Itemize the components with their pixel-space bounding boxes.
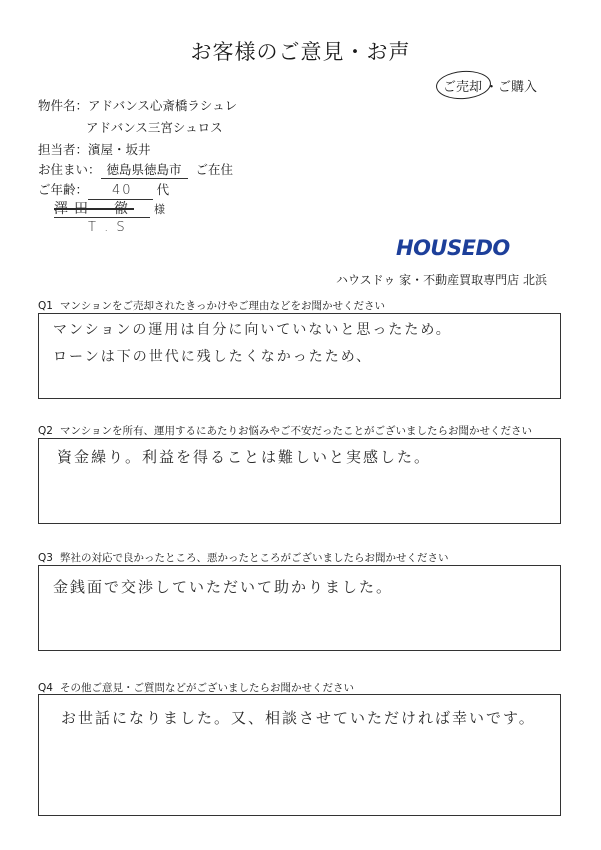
transaction-type <box>440 76 537 95</box>
property-label: 物件名： <box>38 98 89 113</box>
question-4-number: Q4 <box>38 682 53 694</box>
question-1-text: マンションをご売却されたきっかけやご理由などをお聞かせください <box>60 300 386 312</box>
property-row-2 <box>86 118 223 136</box>
answer-2-line-1: 資金繰り。利益を得ることは難しいと実感した。 <box>57 448 432 466</box>
age-value: 40 <box>88 183 153 200</box>
housedo-logo <box>396 236 510 260</box>
answer-1-line-2: ローンは下の世代に残したくなかったため、 <box>53 349 373 365</box>
property-name-2: アドバンス三宮シュロス <box>86 120 223 135</box>
question-4-text: その他ご意見・ご質問などがございましたらお聞かせください <box>60 682 354 694</box>
question-2-number: Q2 <box>38 425 53 437</box>
question-1-label <box>38 298 385 313</box>
answer-1-box <box>38 313 561 399</box>
staff-label: 担当者： <box>38 142 89 157</box>
question-3-label <box>38 550 449 565</box>
age-row <box>38 180 169 198</box>
purpose-sell-circled: ご売却 <box>440 76 485 95</box>
address-label: お住まい： <box>38 162 101 177</box>
question-3-number: Q3 <box>38 552 53 564</box>
customer-initials: T . S <box>88 220 127 235</box>
answer-3-box <box>38 565 561 651</box>
question-1-number: Q1 <box>38 300 53 312</box>
address-value: 徳島県徳島市 <box>101 162 188 179</box>
age-suffix: 代 <box>156 182 170 197</box>
answer-2-box <box>38 438 561 524</box>
age-label: ご年齢： <box>38 182 89 197</box>
store-name: ハウスドゥ 家・不動産買取専門店 北浜 <box>336 273 547 287</box>
logo-wordmark: HOUSEDO <box>396 236 510 260</box>
staff-names: 濱屋・坂井 <box>88 142 151 157</box>
staff-row <box>38 140 151 158</box>
answer-4-line-1: お世話になりました。又、相談させていただければ幸いです。 <box>61 709 536 727</box>
purpose-buy: ご購入 <box>498 80 538 95</box>
answer-1-line-1: マンションの運用は自分に向いていないと思ったため。 <box>53 322 452 338</box>
question-2-text: マンションを所有、運用するにあたりお悩みやご不安だったことがございましたらお聞かせください <box>60 425 533 437</box>
address-row <box>38 160 233 178</box>
question-4-label <box>38 680 354 695</box>
name-row <box>54 198 165 218</box>
question-2-label <box>38 423 532 438</box>
answer-3-line-1: 金銭面で交渉していただいて助かりました。 <box>53 578 394 596</box>
property-name-1: アドバンス心斎橋ラシュレ <box>88 98 238 113</box>
answer-4-box <box>38 694 561 816</box>
purpose-separator: ・ <box>485 80 499 95</box>
page-title: お客様のご意見・お声 <box>190 40 411 64</box>
customer-name-redacted: 澤田 徹 <box>54 201 150 218</box>
property-row-1 <box>38 96 237 114</box>
question-3-text: 弊社の対応で良かったところ、悪かったところがございましたらお聞かせください <box>60 552 449 564</box>
name-suffix: 様 <box>154 203 165 216</box>
address-suffix: ご在住 <box>195 162 234 177</box>
